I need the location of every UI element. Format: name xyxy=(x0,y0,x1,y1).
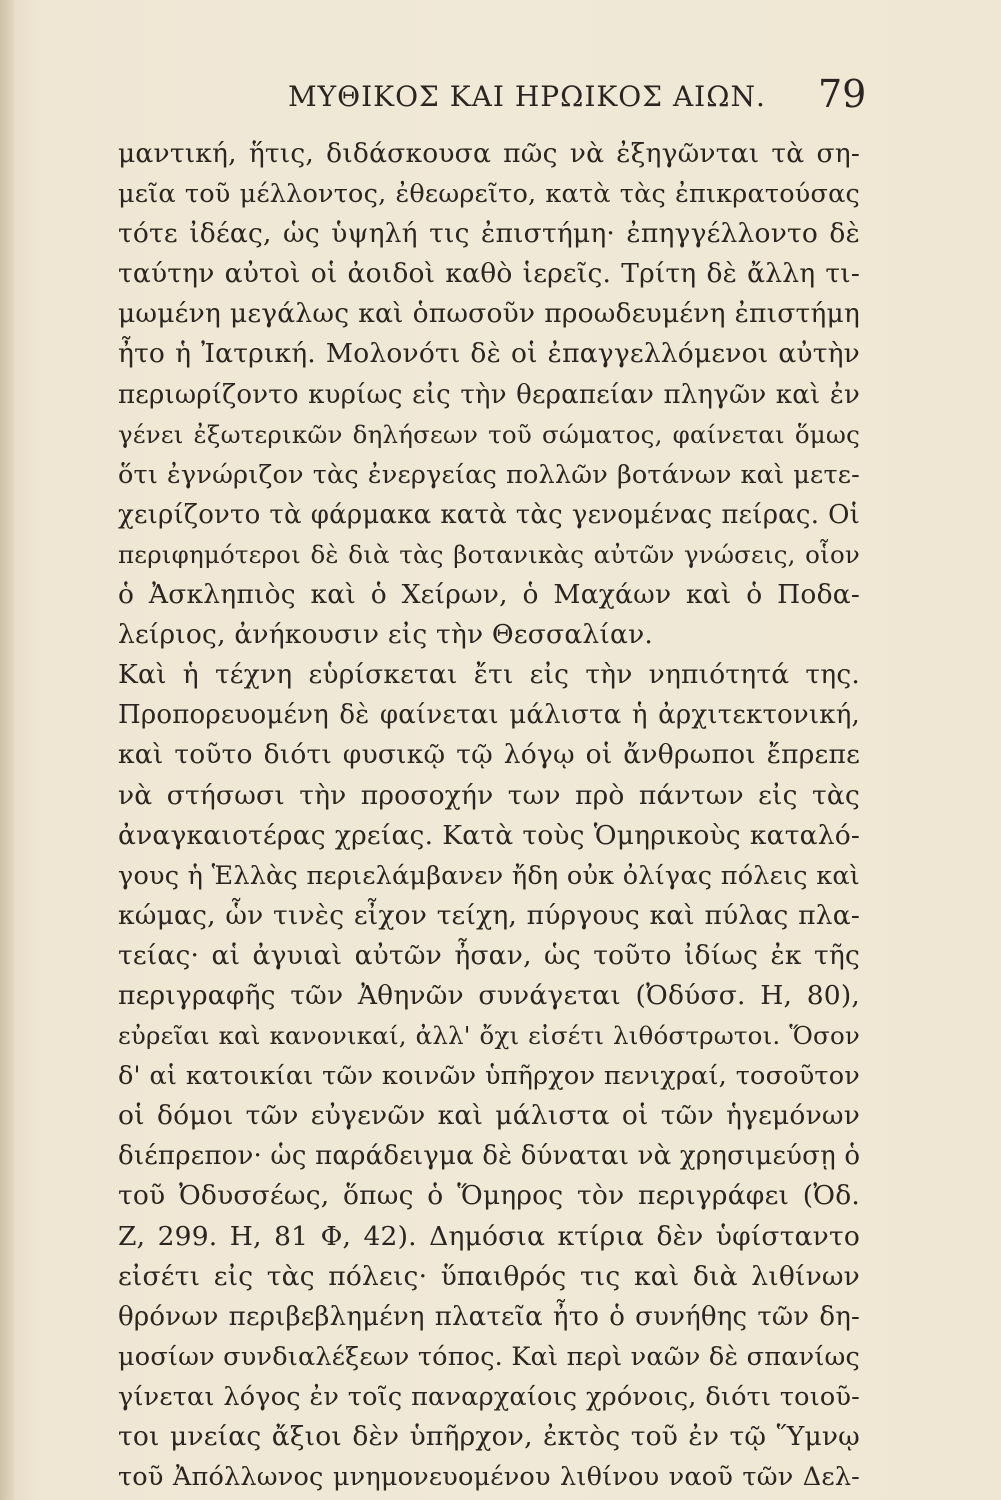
text-line: γους ἡ Ἑλλὰς περιελάμβανεν ἤδη οὐκ ὀλίγας πόλεις καὶ xyxy=(118,860,860,891)
text-line: κώμας, ὧν τινὲς εἶχον τείχη, πύργους καὶ πύλας πλα- xyxy=(118,899,860,931)
body-text xyxy=(118,134,860,1497)
text-line: θρόνων περιβεβλημένη πλατεῖα ἦτο ὁ συνήθης τῶν δη- xyxy=(118,1301,860,1332)
text-line: καὶ τοῦτο διότι φυσικῷ τῷ λόγῳ οἱ ἄνθρωποι ἔπρεπε xyxy=(118,739,860,771)
running-head: ΜΥΘΙΚΟΣ ΚΑΙ ΗΡΩΙΚΟΣ ΑΙΩΝ. xyxy=(288,80,766,113)
text-line: τοῦ Ὀδυσσέως, ὅπως ὁ Ὅμηρος τὸν περιγράφει (Ὀδ. xyxy=(118,1180,860,1212)
text-line: μοσίων συνδιαλέξεων τόπος. Καὶ περὶ ναῶν δὲ σπανίως xyxy=(118,1341,860,1372)
text-line: ὁ Ἀσκληπιὸς καὶ ὁ Χείρων, ὁ Μαχάων καὶ ὁ Ποδα- xyxy=(118,579,860,611)
text-line: γένει ἐξωτερικῶν δηλήσεων τοῦ σώματος, φαίνεται ὅμως xyxy=(118,419,860,449)
text-line: περιωρίζοντο κυρίως εἰς τὴν θεραπείαν πληγῶν καὶ ἐν xyxy=(118,379,860,410)
text-line: νὰ στήσωσι τὴν προσοχήν των πρὸ πάντων εἰς τὰς xyxy=(118,779,860,811)
text-line: Καὶ ἡ τέχνη εὑρίσκεται ἔτι εἰς τὴν νηπιότητά της. xyxy=(118,659,860,691)
text-line: τοι μνείας ἄξιοι δὲν ὑπῆρχον, ἐκτὸς τοῦ ἐν τῷ Ὕμνῳ xyxy=(118,1421,860,1452)
text-line: ὅτι ἐγνώριζον τὰς ἐνεργείας πολλῶν βοτάνων καὶ μετε- xyxy=(118,459,860,490)
text-line: τότε ἰδέας, ὡς ὑψηλή τις ἐπιστήμη· ἐπηγγέλλοντο δὲ xyxy=(118,218,860,250)
text-line: εὐρεῖαι καὶ κανονικαί, ἀλλ' ὄχι εἰσέτι λιθόστρωτοι. Ὅσον xyxy=(118,1021,860,1051)
text-line: περιφημότεροι δὲ διὰ τὰς βοτανικὰς αὐτῶν γνώσεις, οἷον xyxy=(118,539,860,569)
text-line: δ' αἱ κατοικίαι τῶν κοινῶν ὑπῆρχον πενιχραί, τοσοῦτον xyxy=(118,1061,860,1092)
page-number: 79 xyxy=(818,72,867,116)
text-line: εἰσέτι εἰς τὰς πόλεις· ὕπαιθρός τις καὶ διὰ λιθίνων xyxy=(118,1260,860,1292)
text-line: μωμένη μεγάλως καὶ ὁπωσοῦν προωδευμένη ἐπιστήμη xyxy=(118,298,860,330)
text-line: ταύτην αὐτοὶ οἱ ἀοιδοὶ καθὸ ἱερεῖς. Τρίτη δὲ ἄλλη τι- xyxy=(118,258,860,290)
text-line: μαντική, ἥτις, διδάσκουσα πῶς νὰ ἐξηγῶνται τὰ ση- xyxy=(118,138,860,169)
text-line: διέπρεπον· ὡς παράδειγμα δὲ δύναται νὰ χρησιμεύσῃ ὁ xyxy=(118,1141,860,1172)
text-line: περιγραφῆς τῶν Ἀθηνῶν συνάγεται (Ὀδύσσ. Η, 80), xyxy=(118,979,860,1011)
text-line: μεῖα τοῦ μέλλοντος, ἐθεωρεῖτο, κατὰ τὰς ἐπικρατούσας xyxy=(118,179,860,210)
page-binding-edge xyxy=(0,0,14,1500)
text-line: οἱ δόμοι τῶν εὐγενῶν καὶ μάλιστα οἱ τῶν ἡγεμόνων xyxy=(118,1100,860,1132)
text-line: λείριος, ἀνήκουσιν εἰς τὴν Θεσσαλίαν. xyxy=(118,619,654,651)
text-line: χειρίζοντο τὰ φάρμακα κατὰ τὰς γενομένας πείρας. Οἱ xyxy=(118,499,860,530)
text-line: τείας· αἱ ἀγυιαὶ αὐτῶν ἦσαν, ὡς τοῦτο ἰδίως ἐκ τῆς xyxy=(118,939,860,971)
text-line: Ζ, 299. Η, 81 Φ, 42). Δημόσια κτίρια δὲν ὑφίσταντο xyxy=(118,1220,860,1252)
text-line: Προπορευομένη δὲ φαίνεται μάλιστα ἡ ἀρχιτεκτονική, xyxy=(118,700,860,731)
text-line: τοῦ Ἀπόλλωνος μνημονευομένου λιθίνου ναοῦ τῶν Δελ- xyxy=(118,1462,860,1493)
text-line: γίνεται λόγος ἐν τοῖς παναρχαίοις χρόνοις, διότι τοιοῦ- xyxy=(118,1381,860,1412)
text-line: ἀναγκαιοτέρας χρείας. Κατὰ τοὺς Ὁμηρικοὺς καταλό- xyxy=(118,819,860,851)
text-line: ἦτο ἡ Ἰατρική. Μολονότι δὲ οἱ ἐπαγγελλόμενοι αὐτὴν xyxy=(118,338,860,370)
page-header xyxy=(0,72,1001,132)
